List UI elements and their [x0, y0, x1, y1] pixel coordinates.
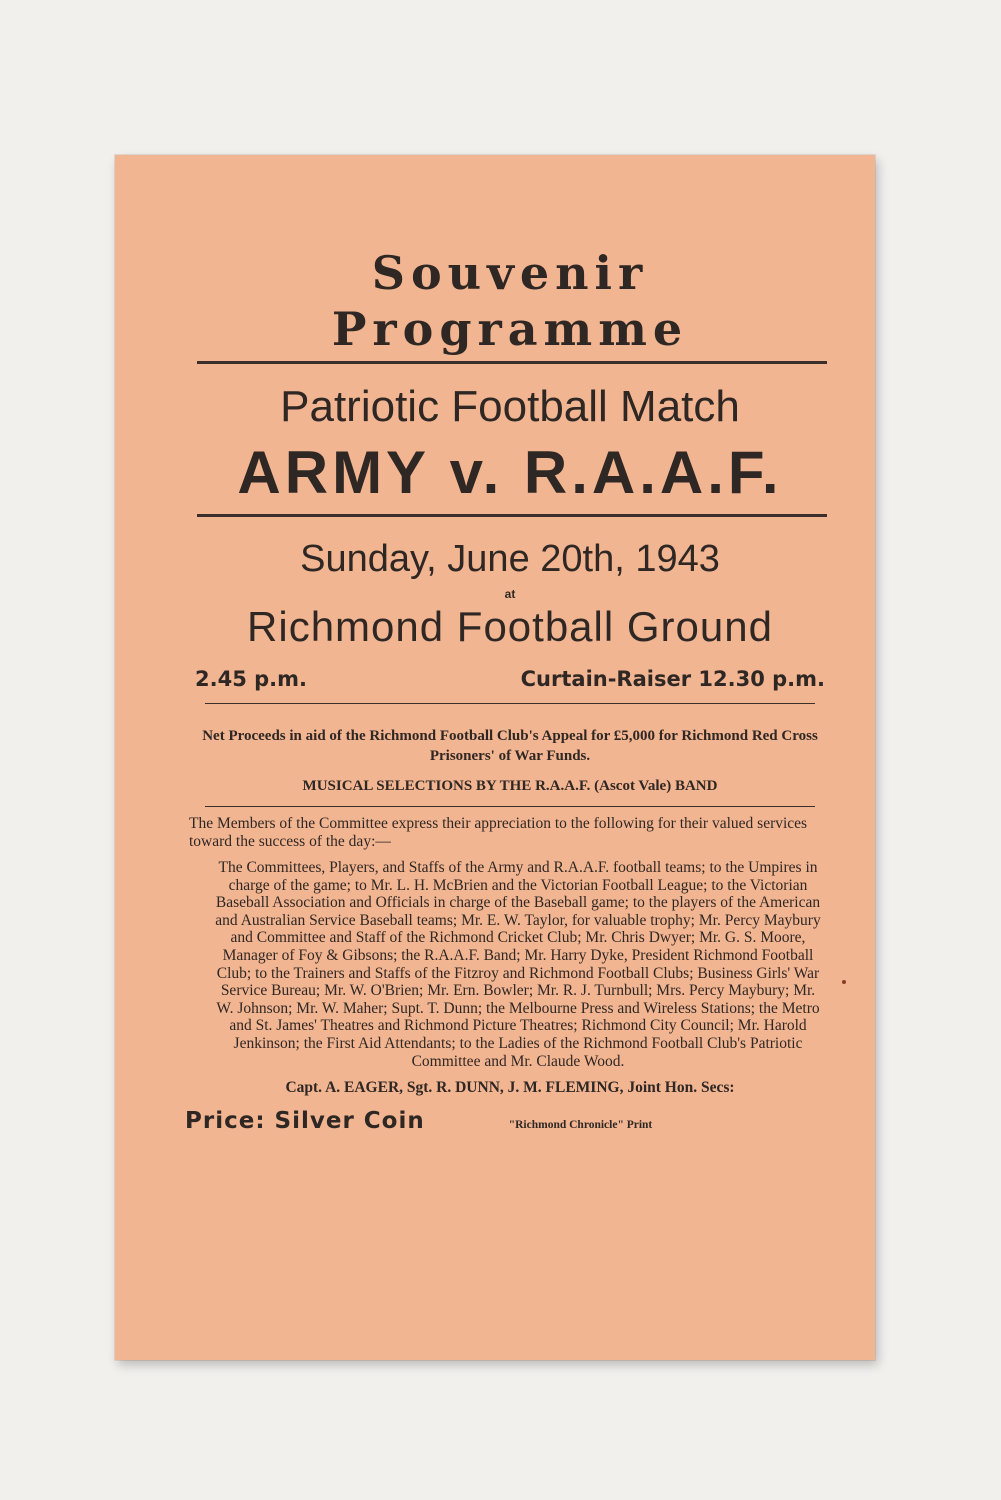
acknowledgements: The Committees, Players, and Staffs of the Army and R.A.A.F. football teams; to the Umpires in charge of the game; to Mr. L. H. McBrien and the Victorian Football League; to the Victorian Baseball Association and Officials in charge of the Baseball game; to the players of the American and Australian Service Baseball teams; Mr. E. W. Taylor, for valuable trophy; Mr. Percy Maybury and Committee and Staff of the Richmond Cricket Club; Mr. Chris Dwyer; Mr. G. S. Moore, Manager of Foy & Gibsons; the R.A.A.F. Band; Mr. Harry Dyke, President Richmond Football Club; to the Trainers and Staffs of the Fitzroy and Richmond Football Clubs; Business Girls' War Service Bureau; Mr. W. O'Brien; Mr. Ern. Bowler; Mr. R. J. Turnbull; Mrs. Percy Maybury; Mr. W. Johnson; Mr. W. Maher; Supt. T. Dunn; the Melbourne Press and Wireless Stations; the Metro and St. James' Theatres and Richmond Picture Theatres; Richmond City Council; Mr. Harold Jenkinson; the First Aid Attendants; to the Ladies of the Richmond Football Club's Patriotic Committee and Mr. Claude Wood. [215, 859, 821, 1070]
paper-speck [842, 980, 846, 984]
musical-rule [205, 806, 815, 807]
match-title: Patriotic Football Match [280, 382, 740, 431]
curtain-raiser-time: Curtain-Raiser 12.30 p.m. [520, 667, 825, 691]
proceeds-notice: Net Proceeds in aid of the Richmond Football Club's Appeal for £5,000 for Richmond Red Cross Prisoners' of War Funds. [202, 728, 818, 764]
programme-footer [185, 1108, 835, 1134]
at-label: at [504, 587, 516, 601]
venue-name: Richmond Football Ground [247, 603, 773, 650]
committee-intro: The Members of the Committee express their appreciation to the following for their valued services toward the success of the day:— [189, 815, 808, 850]
programme-heading: Souvenir Programme [331, 246, 689, 356]
match-times [195, 665, 825, 693]
teams-title: ARMY v. R.A.A.F. [237, 439, 783, 506]
heading-rule [197, 361, 827, 364]
price-label: Price: Silver Coin [185, 1108, 425, 1135]
printer-credit: "Richmond Chronicle" Print [508, 1119, 653, 1132]
kickoff-time: 2.45 p.m. [195, 667, 307, 691]
musical-selections: MUSICAL SELECTIONS BY THE R.A.A.F. (Ascot Vale) BAND [302, 778, 718, 794]
times-rule [205, 703, 815, 704]
programme-content [185, 235, 835, 1134]
programme-sheet [115, 155, 875, 1360]
teams-rule [197, 514, 827, 517]
match-date: Sunday, June 20th, 1943 [300, 538, 720, 580]
secretaries-signature: Capt. A. EAGER, Sgt. R. DUNN, J. M. FLEMING, Joint Hon. Secs: [285, 1079, 735, 1097]
